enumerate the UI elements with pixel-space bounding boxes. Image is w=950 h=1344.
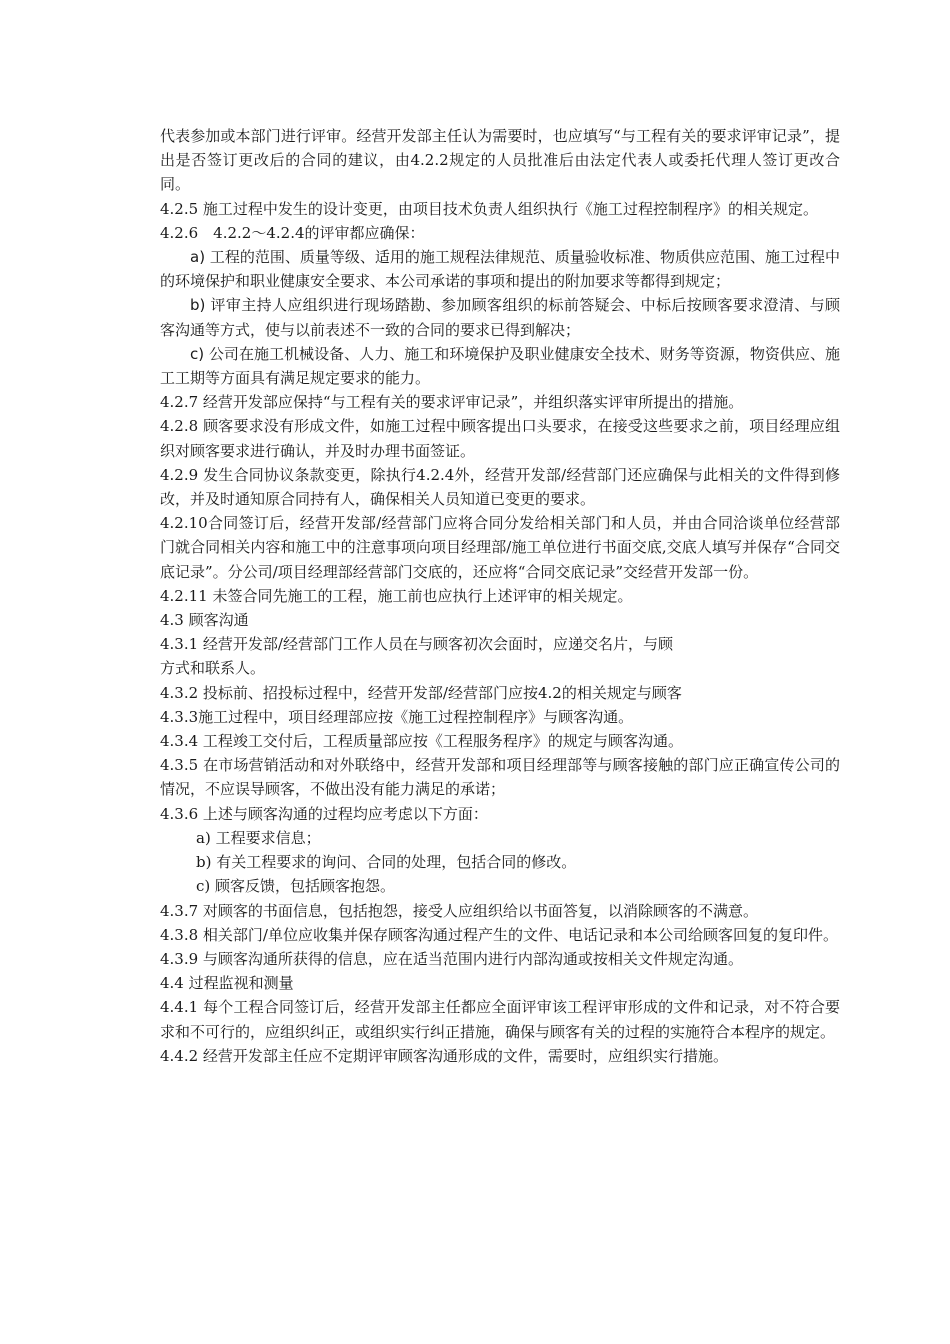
paragraph: 4.2.9 发生合同协议条款变更，除执行4.2.4外，经营开发部/经营部门还应确保与此相关的文件得到修改，并及时通知原合同持有人，确保相关人员知道已变更的要求。 <box>160 465 840 509</box>
list-item: a) 工程要求信息； <box>196 828 321 847</box>
paragraph: 4.2.11 未签合同先施工的工程，施工前也应执行上述评审的相关规定。 <box>160 586 633 605</box>
paragraph: 代表参加或本部门进行评审。经营开发部主任认为需要时，也应填写“与工程有关的要求评审记录”，提出是否签订更改后的合同的建议，由4.2.2规定的人员批准后由法定代表人或委托代理人签订更改合同。 <box>160 127 840 194</box>
list-item: b) 有关工程要求的询问、合同的处理，包括合同的修改。 <box>196 853 577 872</box>
paragraph: 4.4.1 每个工程合同签订后，经营开发部主任都应全面评审该工程评审形成的文件和记录，对不符合要求和不可行的，应组织纠正，或组织实行纠正措施，确保与顾客有关的过程的实施符合本程序的规定。 <box>160 998 840 1041</box>
list-item: b) 评审主持人应组织进行现场踏勘、参加顾客组织的标前答疑会、中标后按顾客要求澄清、与顾客沟通等方式，使与以前表述不一致的合同的要求已得到解决； <box>160 296 840 339</box>
paragraph: 4.3.1 经营开发部/经营部门工作人员在与顾客初次会面时，应递交名片，与顾 <box>160 635 673 654</box>
section-heading: 4.4 过程监视和测量 <box>160 974 294 993</box>
paragraph: 4.3.7 对顾客的书面信息，包括抱怨，接受人应组织给以书面答复，以消除顾客的不满意。 <box>160 901 758 920</box>
paragraph: 4.2.5 施工过程中发生的设计变更，由项目技术负责人组织执行《施工过程控制程序》的相关规定。 <box>160 199 818 218</box>
paragraph: 4.2.8 顾客要求没有形成文件，如施工过程中顾客提出口头要求，在接受这些要求之前，项目经理应组织对顾客要求进行确认，并及时办理书面签证。 <box>160 417 840 460</box>
paragraph: 4.2.6 4.2.2～4.2.4的评审都应确保： <box>160 223 425 242</box>
paragraph: 4.2.7 经营开发部应保持“与工程有关的要求评审记录”，并组织落实评审所提出的措施。 <box>160 393 744 412</box>
paragraph: 4.3.4 工程竣工交付后，工程质量部应按《工程服务程序》的规定与顾客沟通。 <box>160 732 683 751</box>
paragraph: 方式和联系人。 <box>160 659 266 678</box>
paragraph: 4.2.10合同签订后，经营开发部/经营部门应将合同分发给相关部门和人员，并由合同洽谈单位经营部门就合同相关内容和施工中的注意事项向项目经理部/施工单位进行书面交底,交底人填写并保存“合同交底记录”。分公司/项目经理部经营部门交底的，还应将“合同交底记录”交经营开发部一份。 <box>160 514 840 581</box>
document-body <box>160 124 840 1068</box>
paragraph: 4.3.8 相关部门/单位应收集并保存顾客沟通过程产生的文件、电话记录和本公司给顾客回复的复印件。 <box>160 925 838 944</box>
paragraph: 4.3.2 投标前、招投标过程中，经营开发部/经营部门应按4.2的相关规定与顾客 <box>160 683 682 702</box>
paragraph: 4.4.2 经营开发部主任应不定期评审顾客沟通形成的文件，需要时，应组织实行措施。 <box>160 1046 728 1065</box>
list-item: c) 顾客反馈，包括顾客抱怨。 <box>196 877 396 896</box>
list-item: c) 公司在施工机械设备、人力、施工和环境保护及职业健康安全技术、财务等资源，物资供应、施工工期等方面具有满足规定要求的能力。 <box>160 344 840 388</box>
paragraph: 4.3.5 在市场营销活动和对外联络中，经营开发部和项目经理部等与顾客接触的部门应正确宣传公司的情况，不应误导顾客，不做出没有能力满足的承诺； <box>160 756 840 799</box>
list-item: a) 工程的范围、质量等级、适用的施工规程法律规范、质量验收标准、物质供应范围、施工过程中的环境保护和职业健康安全要求、本公司承诺的事项和提出的附加要求等都得到规定； <box>160 248 840 291</box>
section-heading: 4.3 顾客沟通 <box>160 611 249 630</box>
paragraph: 4.3.3施工过程中，项目经理部应按《施工过程控制程序》与顾客沟通。 <box>160 707 634 726</box>
paragraph: 4.3.6 上述与顾客沟通的过程均应考虑以下方面： <box>160 804 488 823</box>
paragraph: 4.3.9 与顾客沟通所获得的信息，应在适当范围内进行内部沟通或按相关文件规定沟通。 <box>160 949 743 968</box>
